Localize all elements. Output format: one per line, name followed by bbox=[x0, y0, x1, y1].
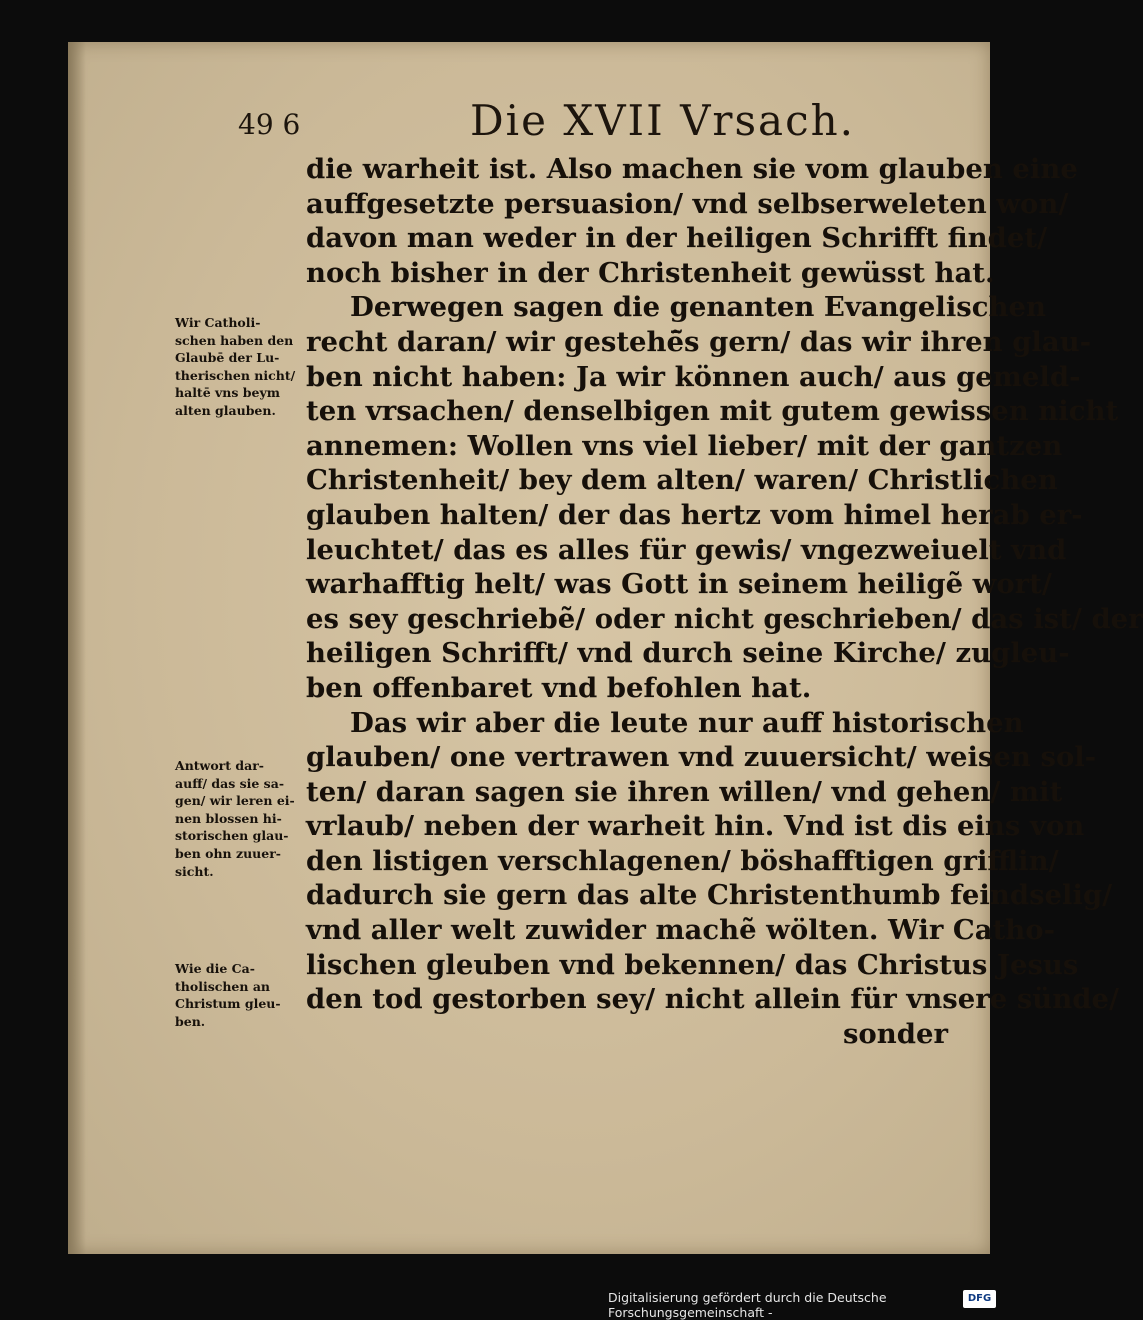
margin-note-line: therischen nicht/ bbox=[175, 367, 296, 383]
margin-note-line: ben. bbox=[175, 1013, 206, 1029]
margin-note-line: Wie die Ca- bbox=[175, 961, 255, 976]
margin-note-line: schen haben den bbox=[175, 332, 294, 348]
margin-note-answer bbox=[175, 757, 299, 880]
margin-note-line: Glaubē der Lu- bbox=[175, 350, 280, 366]
text-line: annemen: Wollen vns viel lieber/ mit der gantzen bbox=[306, 429, 1063, 462]
margin-note-line: auff/ das sie sa- bbox=[175, 775, 285, 791]
text-line: Christenheit/ bey dem alten/ waren/ Christlichen bbox=[306, 464, 1058, 497]
text-line: Das wir aber die leute nur auff historischen bbox=[350, 706, 1024, 739]
margin-note-line: Christum gleu- bbox=[175, 996, 281, 1012]
margin-note-line: nen blossen hi- bbox=[175, 810, 282, 826]
margin-note-line: gen/ wir leren ei- bbox=[175, 793, 295, 809]
text-line: lischen gleuben vnd bekennen/ das Christus Jesus bbox=[306, 948, 1079, 981]
text-line: heiligen Schrifft/ vnd durch seine Kirche/ zugleu- bbox=[306, 637, 1070, 670]
text-line: glauben/ one vertrawen vnd zuuersicht/ weisen sol- bbox=[306, 741, 1097, 774]
text-line: ben nicht haben: Ja wir können auch/ aus gemeld- bbox=[306, 360, 1081, 393]
page-gutter-shadow bbox=[68, 42, 86, 1254]
margin-note-line: alten glauben. bbox=[175, 402, 276, 418]
text-line: ten/ daran sagen sie ihren willen/ vnd gehen/ mit bbox=[306, 775, 1063, 808]
body-text-block bbox=[306, 152, 1143, 1051]
text-line: warhafftig helt/ was Gott in seinem heiligẽ wort/ bbox=[306, 568, 1052, 601]
text-line: auffgesetzte persuasion/ vnd selbserweleten won/ bbox=[306, 187, 1069, 220]
text-line: glauben halten/ der das hertz vom himel herab er- bbox=[306, 498, 1083, 531]
text-line: dadurch sie gern das alte Christenthumb feindselig/ bbox=[306, 879, 1113, 912]
margin-note-line: sicht. bbox=[175, 863, 214, 879]
text-line: die warheit ist. Also machen sie vom glauben eine bbox=[306, 153, 1078, 185]
text-line: den tod gestorben sey/ nicht allein für vnsere sünde/ bbox=[306, 983, 1120, 1016]
digitization-credit: Digitalisierung gefördert durch die Deutsche Forschungsgemeinschaft - bbox=[608, 1290, 887, 1320]
text-line: vrlaub/ neben der warheit hin. Vnd ist dis eins von bbox=[306, 810, 1085, 843]
margin-note-line: haltē vns beym bbox=[175, 385, 280, 401]
text-line: es sey geschriebẽ/ oder nicht geschrieben/ das ist/ der bbox=[306, 602, 1143, 635]
page-number: 49 6 bbox=[238, 108, 301, 141]
margin-note-line: storischen glau- bbox=[175, 828, 289, 844]
text-line: den listigen verschlagenen/ böshafftigen grifflin/ bbox=[306, 844, 1059, 877]
text-line: ten vrsachen/ denselbigen mit gutem gewissen nicht bbox=[306, 395, 1119, 428]
margin-note-belief-in-christ bbox=[175, 960, 299, 1030]
text-line: davon man weder in der heiligen Schrifft findet/ bbox=[306, 222, 1048, 255]
text-line: leuchtet/ das es alles für gewis/ vngezweiuelt vnd bbox=[306, 533, 1067, 566]
text-line: recht daran/ wir gestehē̃s gern/ das wir ihren glau- bbox=[306, 325, 1092, 358]
margin-note-line: tholischen an bbox=[175, 978, 271, 994]
dfg-logo: DFG bbox=[963, 1290, 996, 1308]
text-line: vnd aller welt zuwider machẽ wölten. Wir Catho- bbox=[306, 914, 1056, 947]
text-line: ben offenbaret vnd befohlen hat. bbox=[306, 671, 812, 704]
page-header bbox=[0, 96, 1000, 148]
text-line: noch bisher in der Christenheit gewüsst hat. bbox=[306, 256, 995, 289]
text-line: Derwegen sagen die genanten Evangelischen bbox=[350, 291, 1047, 324]
catchword: sonder bbox=[842, 1017, 948, 1050]
running-title: Die XVII Vrsach. bbox=[470, 96, 856, 145]
margin-note-line: ben ohn zuuer- bbox=[175, 845, 281, 861]
margin-note-line: Antwort dar- bbox=[175, 758, 264, 773]
margin-note-catholic-faith bbox=[175, 314, 299, 420]
margin-note-line: Wir Catholi- bbox=[175, 315, 261, 330]
